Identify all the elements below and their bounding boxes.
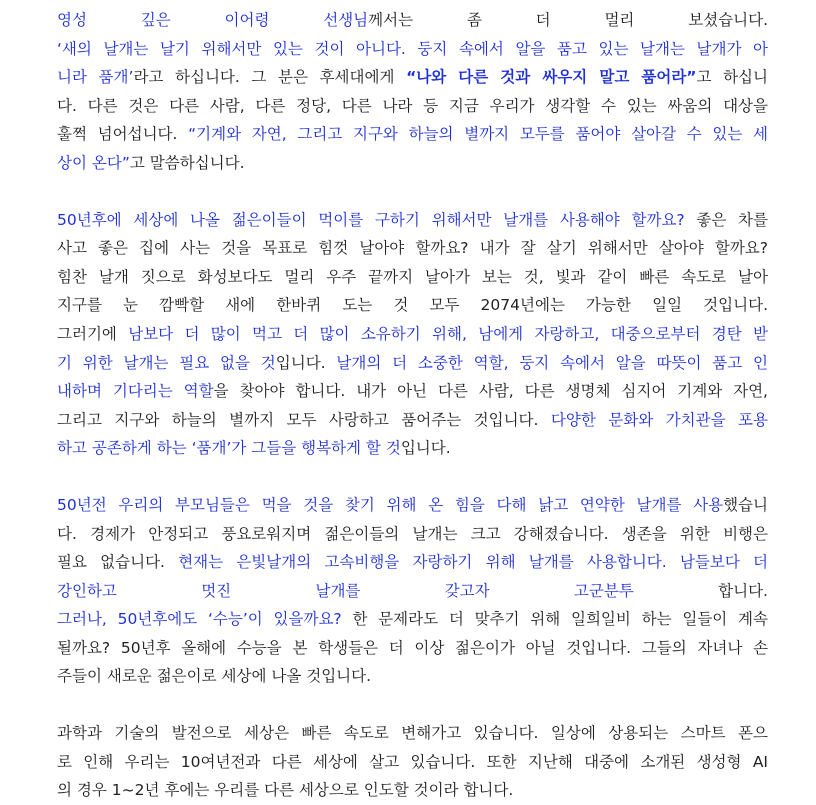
text-line	[57, 662, 768, 691]
text-line	[57, 377, 768, 406]
body-text: 될까요? 50년후 올해에 수능을 본 학생들은 더 이상 젊은이가 아닐 것입니다. 그들의 자녀나 손	[57, 638, 768, 657]
highlighted-text: 다양한 문화와 가치관을 포용	[550, 410, 768, 429]
paragraph	[57, 719, 768, 805]
text-line	[57, 206, 768, 235]
body-text: 사고 좋은 집에 사는 것을 목표로 힘껏 날아야 할까요? 내가 잘 살기 위해서만 살아야 할까요?	[57, 239, 768, 258]
text-line	[57, 92, 768, 121]
body-text: 의 경우 1~2년 후에는 우리를 다른 세상으로 인도할 것이라 합니다.	[57, 781, 514, 800]
text-line	[57, 320, 768, 349]
body-text: 지구를 눈 깜빡할 새에 한바퀴 도는 것 모두 2074년에는 가능한 일일 것입니다.	[57, 296, 768, 315]
text-line	[57, 349, 768, 378]
highlighted-text: 기 위한 날개는 필요 없을 것	[57, 353, 276, 372]
text-line	[57, 291, 768, 320]
body-text: 다. 경제가 안정되고 풍요로워지며 젊은이들의 날개는 크고 강해졌습니다. 생존을 위한 비행은	[57, 524, 768, 543]
body-text: 필요 없습니다.	[57, 553, 179, 572]
highlighted-text: 그러나, 50년후에도 ‘수능’이 있을까요?	[57, 610, 342, 629]
highlighted-text: 현재는 은빛날개의 고속비행을 자랑하기 위해 날개를 사용합니다. 남들보다 더	[178, 553, 768, 572]
body-text: 한 문제라도 더 맞추기 위해 일희일비 하는 일들이 계속	[341, 610, 768, 629]
text-line	[57, 605, 768, 634]
body-text: 입니다.	[275, 353, 337, 372]
text-line	[57, 748, 768, 777]
paragraph	[57, 491, 768, 691]
text-line	[57, 63, 768, 92]
body-text: 그러기에	[57, 324, 129, 343]
body-text: 고 말씀하십니다.	[129, 153, 245, 172]
text-line	[57, 520, 768, 549]
highlighted-text: 남보다 더 많이 먹고 더 많이 소유하기 위해, 남에게 자랑하고, 대중으로부터 경탄 받	[128, 324, 768, 343]
body-text: 훌쩍 넘어섭니다.	[57, 125, 189, 144]
body-text: 주들이 새로운 젊은이로 세상에 나올 것입니다.	[57, 667, 372, 686]
body-text: 과학과 기술의 발전으로 세상은 빠른 속도로 변해가고 있습니다. 일상에 상용되는 스마트 폰으	[57, 724, 768, 743]
body-text: 께서는 좀 더 멀리 보셨습니다.	[368, 11, 769, 29]
body-text: 했습니	[723, 495, 768, 514]
text-line	[57, 406, 768, 435]
body-text: 합니다.	[633, 581, 768, 600]
body-text: 라고 하십니다. 그 분은 후세대에게	[133, 68, 407, 87]
body-text: 고 하십니	[696, 68, 768, 87]
highlighted-text: 영성 깊은 이어령 선생님	[57, 11, 369, 29]
highlighted-text: 내하며 기다리는 역할	[57, 382, 214, 401]
text-line	[57, 120, 768, 149]
highlighted-text: “기계와 자연, 그리고 지구와 하늘의 별까지 모두를 품어야 살아갈 수 있는 세	[188, 125, 768, 144]
text-line	[57, 263, 768, 292]
text-line	[57, 634, 768, 663]
highlighted-text: 하고 공존하게 하는 ‘품개’가 그들을 행복하게 할 것	[57, 439, 401, 458]
body-text: 좋은 차를	[684, 210, 768, 229]
text-line	[57, 577, 768, 606]
text-line	[57, 234, 768, 263]
highlighted-text: 강인하고 멋진 날개를 갖고자 고군분투	[57, 581, 634, 600]
body-text: 을 찾아야 합니다. 내가 아닌 다른 사람, 다른 생명체 심지어 기계와 자연,	[213, 382, 768, 401]
text-line	[57, 149, 768, 178]
highlighted-text: 니라 품개’	[57, 68, 134, 87]
text-line	[57, 719, 768, 748]
paragraph	[57, 6, 768, 178]
text-line	[57, 548, 768, 577]
text-line	[57, 434, 768, 463]
text-line	[57, 491, 768, 520]
highlighted-text: 날개의 더 소중한 역할, 둥지 속에서 알을 따뜻이 품고 인	[336, 353, 768, 372]
body-text: 입니다.	[400, 439, 451, 458]
highlighted-text: “나와 다른 것과 싸우지 말고 품어라”	[406, 68, 697, 87]
body-text: 그리고 지구와 하늘의 별까지 모두 사랑하고 품어주는 것입니다.	[57, 410, 551, 429]
document-body	[57, 6, 768, 805]
body-text: 로 인해 우리는 10여년전과 다른 세상에 살고 있습니다. 또한 지난해 대중에 소개된 생성형 AI	[57, 752, 768, 771]
highlighted-text: ‘새의 날개는 날기 위해서만 있는 것이 아니다. 둥지 속에서 알을 품고 있는 날개는 날개가 아	[57, 39, 768, 58]
text-line	[57, 6, 768, 35]
paragraph	[57, 206, 768, 463]
text-line	[57, 35, 768, 64]
highlighted-text: 50년후에 세상에 나올 젊은이들이 먹이를 구하기 위해서만 날개를 사용해야 할까요?	[57, 210, 685, 229]
highlighted-text: 상이 온다”	[57, 153, 130, 172]
body-text: 다. 다른 것은 다른 사람, 다른 정당, 다른 나라 등 지금 우리가 생각할 수 있는 싸움의 대상을	[57, 96, 768, 115]
highlighted-text: 50년전 우리의 부모님들은 먹을 것을 찾기 위해 온 힘을 다해 낡고 연약한 날개를 사용	[57, 495, 724, 514]
body-text: 힘찬 날개 짓으로 화성보다도 멀리 우주 끝까지 날아가 보는 것, 빛과 같이 빠른 속도로 날아	[57, 267, 768, 286]
